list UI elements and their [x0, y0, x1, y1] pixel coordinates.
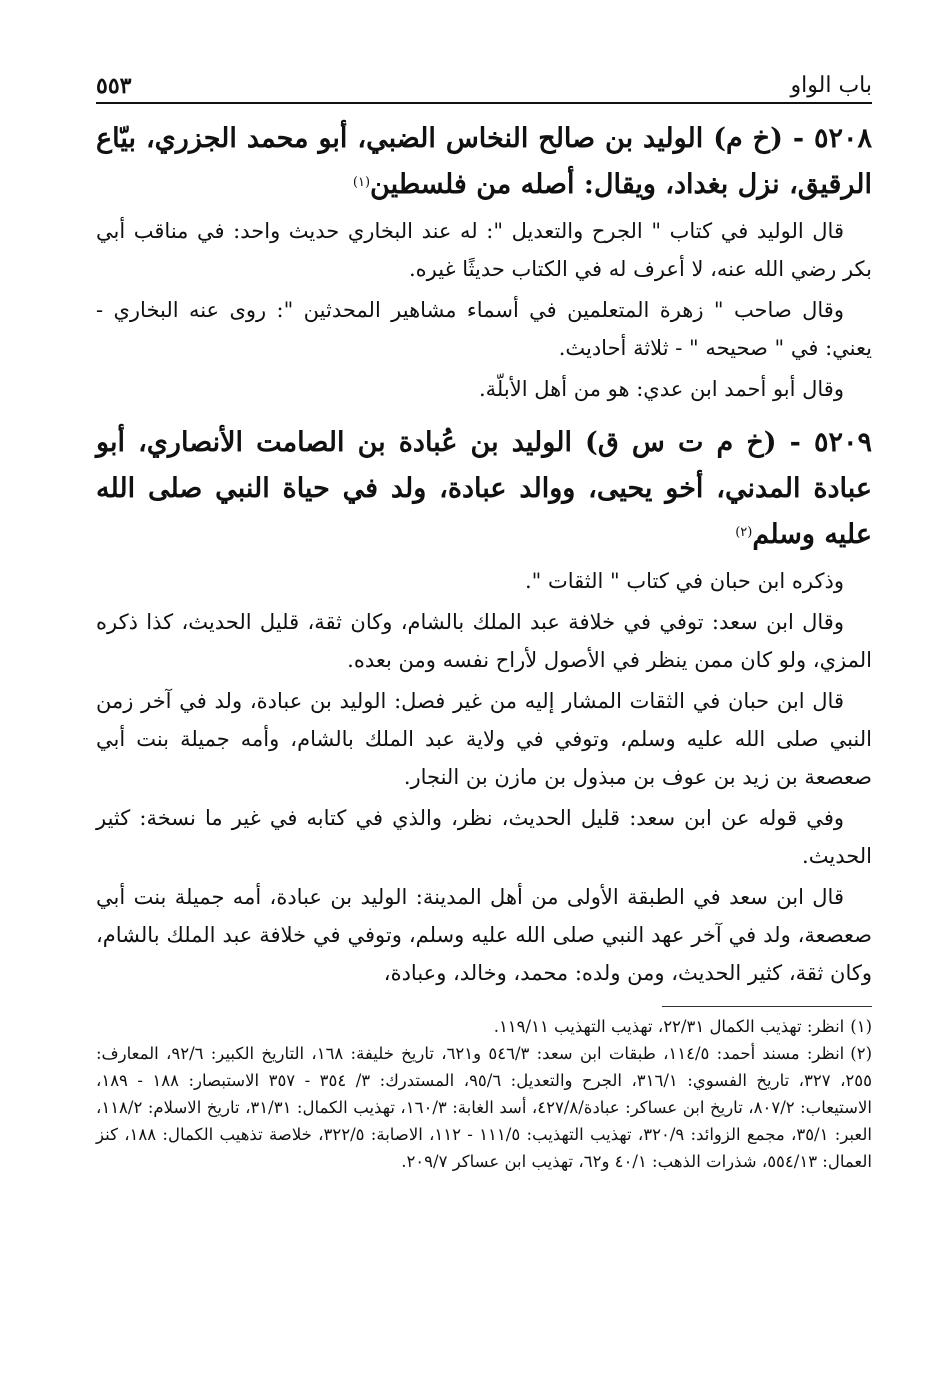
- footnote: [96, 1013, 872, 1040]
- entry-number: ٥٢٠٨ -: [792, 123, 872, 154]
- paragraph: وفي قوله عن ابن سعد: قليل الحديث، نظر، والذي في كتابه في غير ما نسخة: كثير الحديث.: [96, 806, 872, 868]
- footnote-number: (٢): [850, 1044, 872, 1063]
- paragraph: قال الوليد في كتاب " الجرح والتعديل ": له عند البخاري حديث واحد: في مناقب أبي بكر رضي الله عنه، لا أعرف له في الكتاب حديثًا غيره.: [96, 219, 872, 281]
- page-number: ٥٥٣: [96, 73, 132, 99]
- footnote-text: انظر: تهذيب الكمال ٢٢/٣١، تهذيب التهذيب ١١٩/١١.: [493, 1017, 845, 1036]
- entry-heading: [96, 420, 872, 558]
- paragraph: وذكره ابن حبان في كتاب " الثقات ".: [524, 569, 844, 593]
- entry-heading-text: (خ م ت س ق) الوليد بن عُبادة بن الصامت الأنصاري، أبو عبادة المدني، أخو يحيى، ووالد عبادة، ولد في حياة النبي صلى الله عليه وسلم: [96, 427, 872, 550]
- footnote-ref: (١): [352, 175, 371, 190]
- running-title: باب الواو: [790, 73, 872, 98]
- footnote-number: (١): [850, 1017, 872, 1036]
- paragraph: قال ابن سعد في الطبقة الأولى من أهل المدينة: الوليد بن عبادة، أمه جميلة بنت أبي صعصعة، ولد في آخر عهد النبي صلى الله عليه وسلم، وتوفي في خلافة عبد الملك بالشام، وكان ثقة، كثير الحديث، ومن ولده: محمد، وخالد، وعبادة،: [96, 885, 872, 985]
- paragraph: قال ابن حبان في الثقات المشار إليه من غير فصل: الوليد بن عبادة، ولد في آخر زمن النبي صلى الله عليه وسلم، وتوفي في ولاية عبد الملك بالشام، وأمه جميلة بنت أبي صعصعة بن زيد بن عوف بن مبذول بن مازن بن النجار.: [96, 689, 872, 789]
- entry-heading: [96, 116, 872, 208]
- running-header: [96, 58, 872, 104]
- footnote-ref: (٢): [735, 525, 753, 540]
- footnote-divider: [662, 1006, 872, 1007]
- paragraph: وقال ابن سعد: توفي في خلافة عبد الملك بالشام، وكان ثقة، قليل الحديث، كذا ذكره المزي، ولو كان ممن ينظر في الأصول لأراح نفسه ومن بعده.: [96, 610, 872, 672]
- entry-heading-text: (خ م) الوليد بن صالح النخاس الضبي، أبو محمد الجزري، بيّاع الرقيق، نزل بغداد، ويقال: أصله من فلسطين: [96, 123, 872, 200]
- paragraph: وقال صاحب " زهرة المتعلمين في أسماء مشاهير المحدثين ": روى عنه البخاري - يعني: في " صحيحه " - ثلاثة أحاديث.: [96, 298, 872, 360]
- footnotes: [96, 1013, 872, 1175]
- page: [96, 58, 872, 1175]
- footnote-text: انظر: مسند أحمد: ١١٤/٥، طبقات ابن سعد: ٥٤٦/٣ و٦٢١، تاريخ خليفة: ١٦٨، التاريخ الكبير: ٩٢/٦، المعارف: ٢٥٥، ٣٢٧، تاريخ الفسوي: ٣١٦/١، الجرح والتعديل: ٩٥/٦، المستدرك: ٣/ ٣٥٤ - ٣٥٧ الاستبصار: ١٨٨ - ١٨٩، الاستيعاب: ٨٠٧/٢، تاريخ ابن عساكر: عبادة/٤٢٧/٨، أسد الغابة: ١٦٠/٣، تهذيب الكمال: ٣١/٣١، تاريخ الاسلام: ١١٨/٢، العبر: ٣٥/١، مجمع الزوائد: ٣٢٠/٩، تهذيب التهذيب: ١١١/٥ - ١١٢، الاصابة: ٣٢٢/٥، خلاصة تذهيب الكمال: ١٨٨، كنز العمال: ٥٥٤/١٣، شذرات الذهب: ٤٠/١ و٦٢، تهذيب ابن عساكر ٢٠٩/٧.: [96, 1044, 872, 1171]
- footnote: [96, 1040, 872, 1175]
- paragraph: وقال أبو أحمد ابن عدي: هو من أهل الأبلّة.: [479, 377, 844, 401]
- entry-number: ٥٢٠٩ -: [789, 427, 873, 458]
